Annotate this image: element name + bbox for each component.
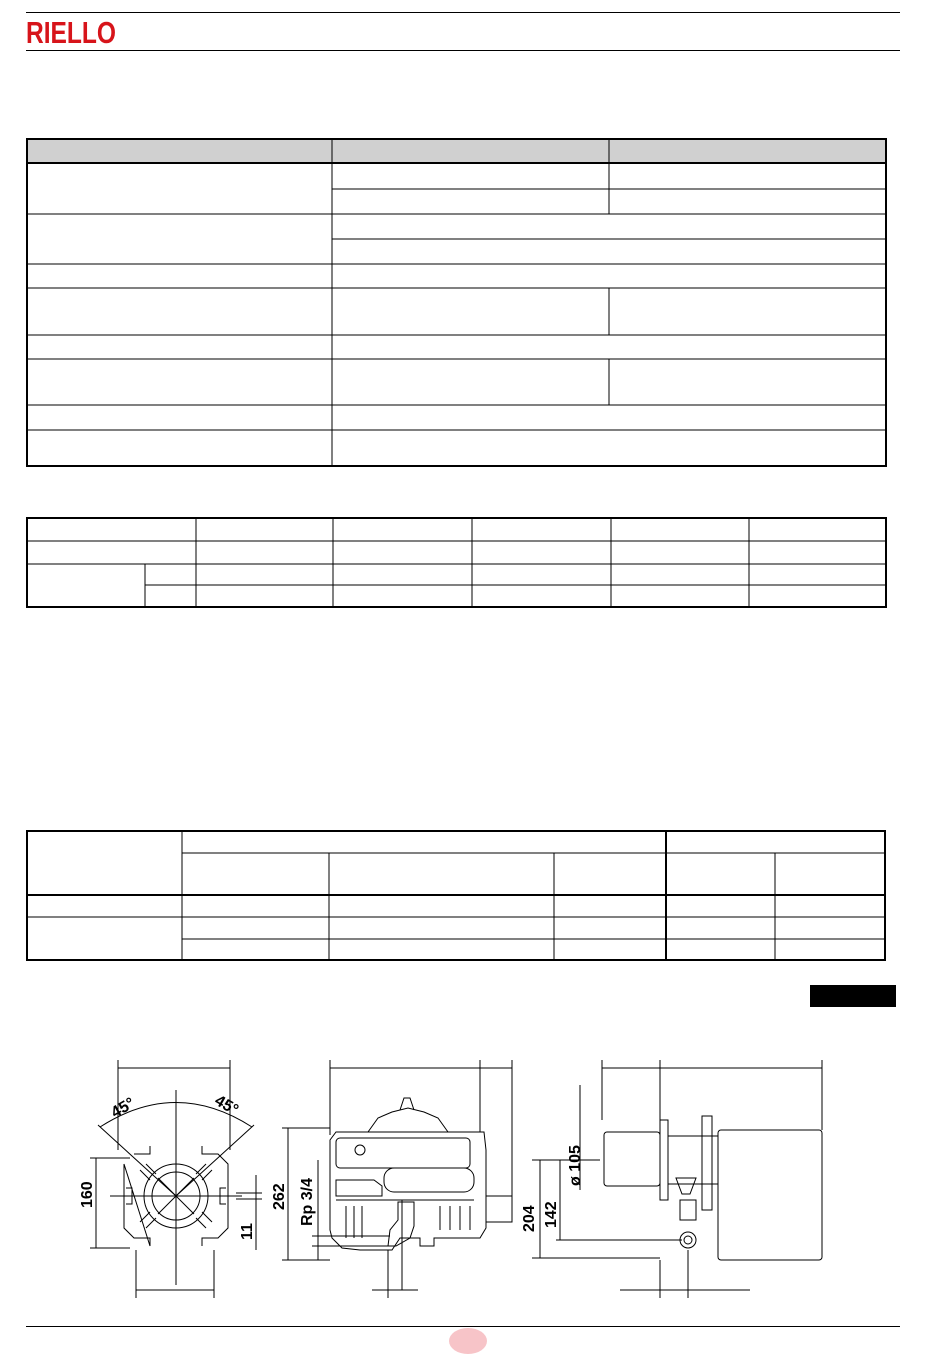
page-number-marker xyxy=(449,1328,487,1354)
logo-text: RIELLO xyxy=(26,15,116,50)
table-header-fill xyxy=(27,139,886,163)
burner-dimension-drawing xyxy=(0,1050,950,1310)
section-tag xyxy=(810,985,896,1007)
riello-logo xyxy=(26,14,118,48)
dim-160-label: 160 xyxy=(79,1181,96,1208)
side-view xyxy=(282,1060,512,1298)
front-view xyxy=(90,1060,262,1298)
dim-diameter-label: ø 105 xyxy=(567,1145,584,1186)
angle-left-label: 45° xyxy=(108,1094,138,1122)
dim-11-label: 11 xyxy=(239,1223,256,1240)
dim-142-label: 142 xyxy=(543,1201,560,1228)
angle-right-label: 45° xyxy=(211,1092,242,1120)
accessories-table xyxy=(26,830,887,962)
technical-data-table xyxy=(26,138,887,468)
header-top-rule xyxy=(26,12,900,13)
header-bottom-rule xyxy=(26,50,900,51)
dim-rp34-label: Rp 3/4 xyxy=(299,1177,316,1226)
footer-rule xyxy=(26,1326,900,1327)
dim-262-label: 262 xyxy=(271,1183,288,1210)
dim-204-label: 204 xyxy=(521,1205,538,1232)
variants-table xyxy=(26,517,888,609)
